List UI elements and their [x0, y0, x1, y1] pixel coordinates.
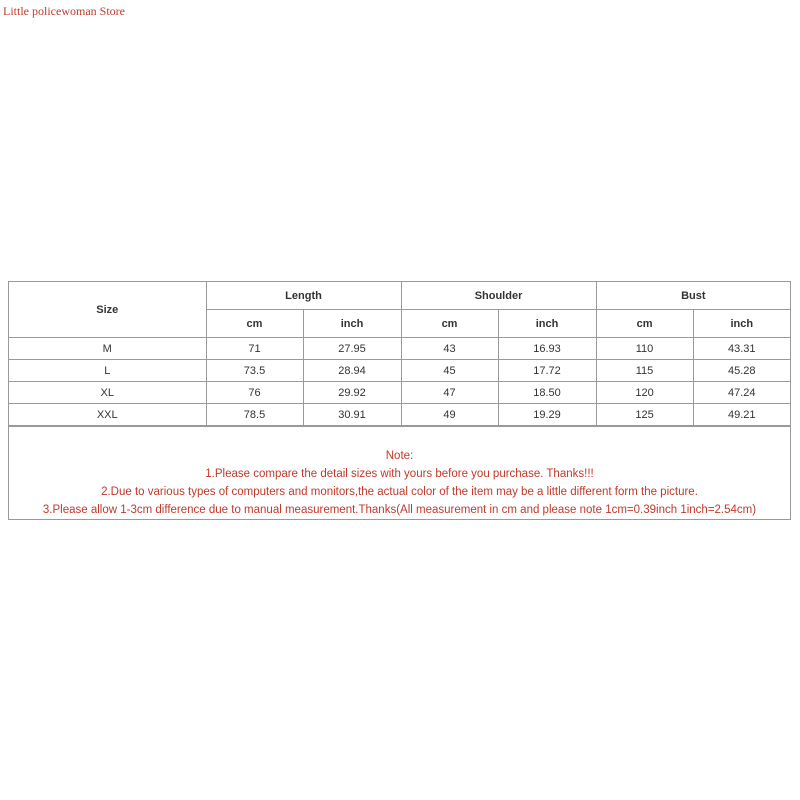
value-cell: 110: [596, 338, 693, 360]
unit-header: cm: [206, 310, 303, 338]
value-cell: 76: [206, 382, 303, 404]
table-row: [9, 360, 790, 382]
table-row: [9, 382, 790, 404]
note-line: 1.Please compare the detail sizes with yours before you purchase. Thanks!!!: [205, 468, 594, 480]
note-title: Note:: [385, 450, 414, 462]
table-row: [9, 338, 790, 360]
size-cell: XL: [9, 382, 206, 404]
unit-header: cm: [401, 310, 498, 338]
store-name: Little policewoman Store: [3, 4, 125, 18]
value-cell: 47: [401, 382, 498, 404]
size-table: [9, 282, 790, 426]
value-cell: 125: [596, 404, 693, 426]
size-cell: L: [9, 360, 206, 382]
value-cell: 29.92: [303, 382, 401, 404]
value-cell: 19.29: [498, 404, 596, 426]
value-cell: 73.5: [206, 360, 303, 382]
size-chart: [8, 281, 791, 520]
value-cell: 78.5: [206, 404, 303, 426]
group-header-bust: Bust: [596, 282, 790, 310]
unit-header: inch: [498, 310, 596, 338]
table-row: [9, 404, 790, 426]
unit-header: inch: [693, 310, 790, 338]
value-cell: 18.50: [498, 382, 596, 404]
value-cell: 120: [596, 382, 693, 404]
value-cell: 47.24: [693, 382, 790, 404]
value-cell: 71: [206, 338, 303, 360]
size-cell: XXL: [9, 404, 206, 426]
size-cell: M: [9, 338, 206, 360]
unit-header: inch: [303, 310, 401, 338]
size-header: Size: [9, 282, 206, 338]
value-cell: 17.72: [498, 360, 596, 382]
value-cell: 43.31: [693, 338, 790, 360]
value-cell: 45.28: [693, 360, 790, 382]
value-cell: 30.91: [303, 404, 401, 426]
note-section: [9, 426, 790, 519]
value-cell: 45: [401, 360, 498, 382]
value-cell: 27.95: [303, 338, 401, 360]
value-cell: 115: [596, 360, 693, 382]
value-cell: 16.93: [498, 338, 596, 360]
group-header-length: Length: [206, 282, 401, 310]
group-header-shoulder: Shoulder: [401, 282, 596, 310]
note-line: 3.Please allow 1-3cm difference due to manual measurement.Thanks(All measurement in cm and please note 1cm=0.39inch 1inch=2.54cm): [42, 504, 757, 516]
value-cell: 49: [401, 404, 498, 426]
value-cell: 28.94: [303, 360, 401, 382]
unit-header: cm: [596, 310, 693, 338]
value-cell: 49.21: [693, 404, 790, 426]
value-cell: 43: [401, 338, 498, 360]
note-line: 2.Due to various types of computers and monitors,the actual color of the item may be a little different form the picture.: [101, 486, 698, 498]
